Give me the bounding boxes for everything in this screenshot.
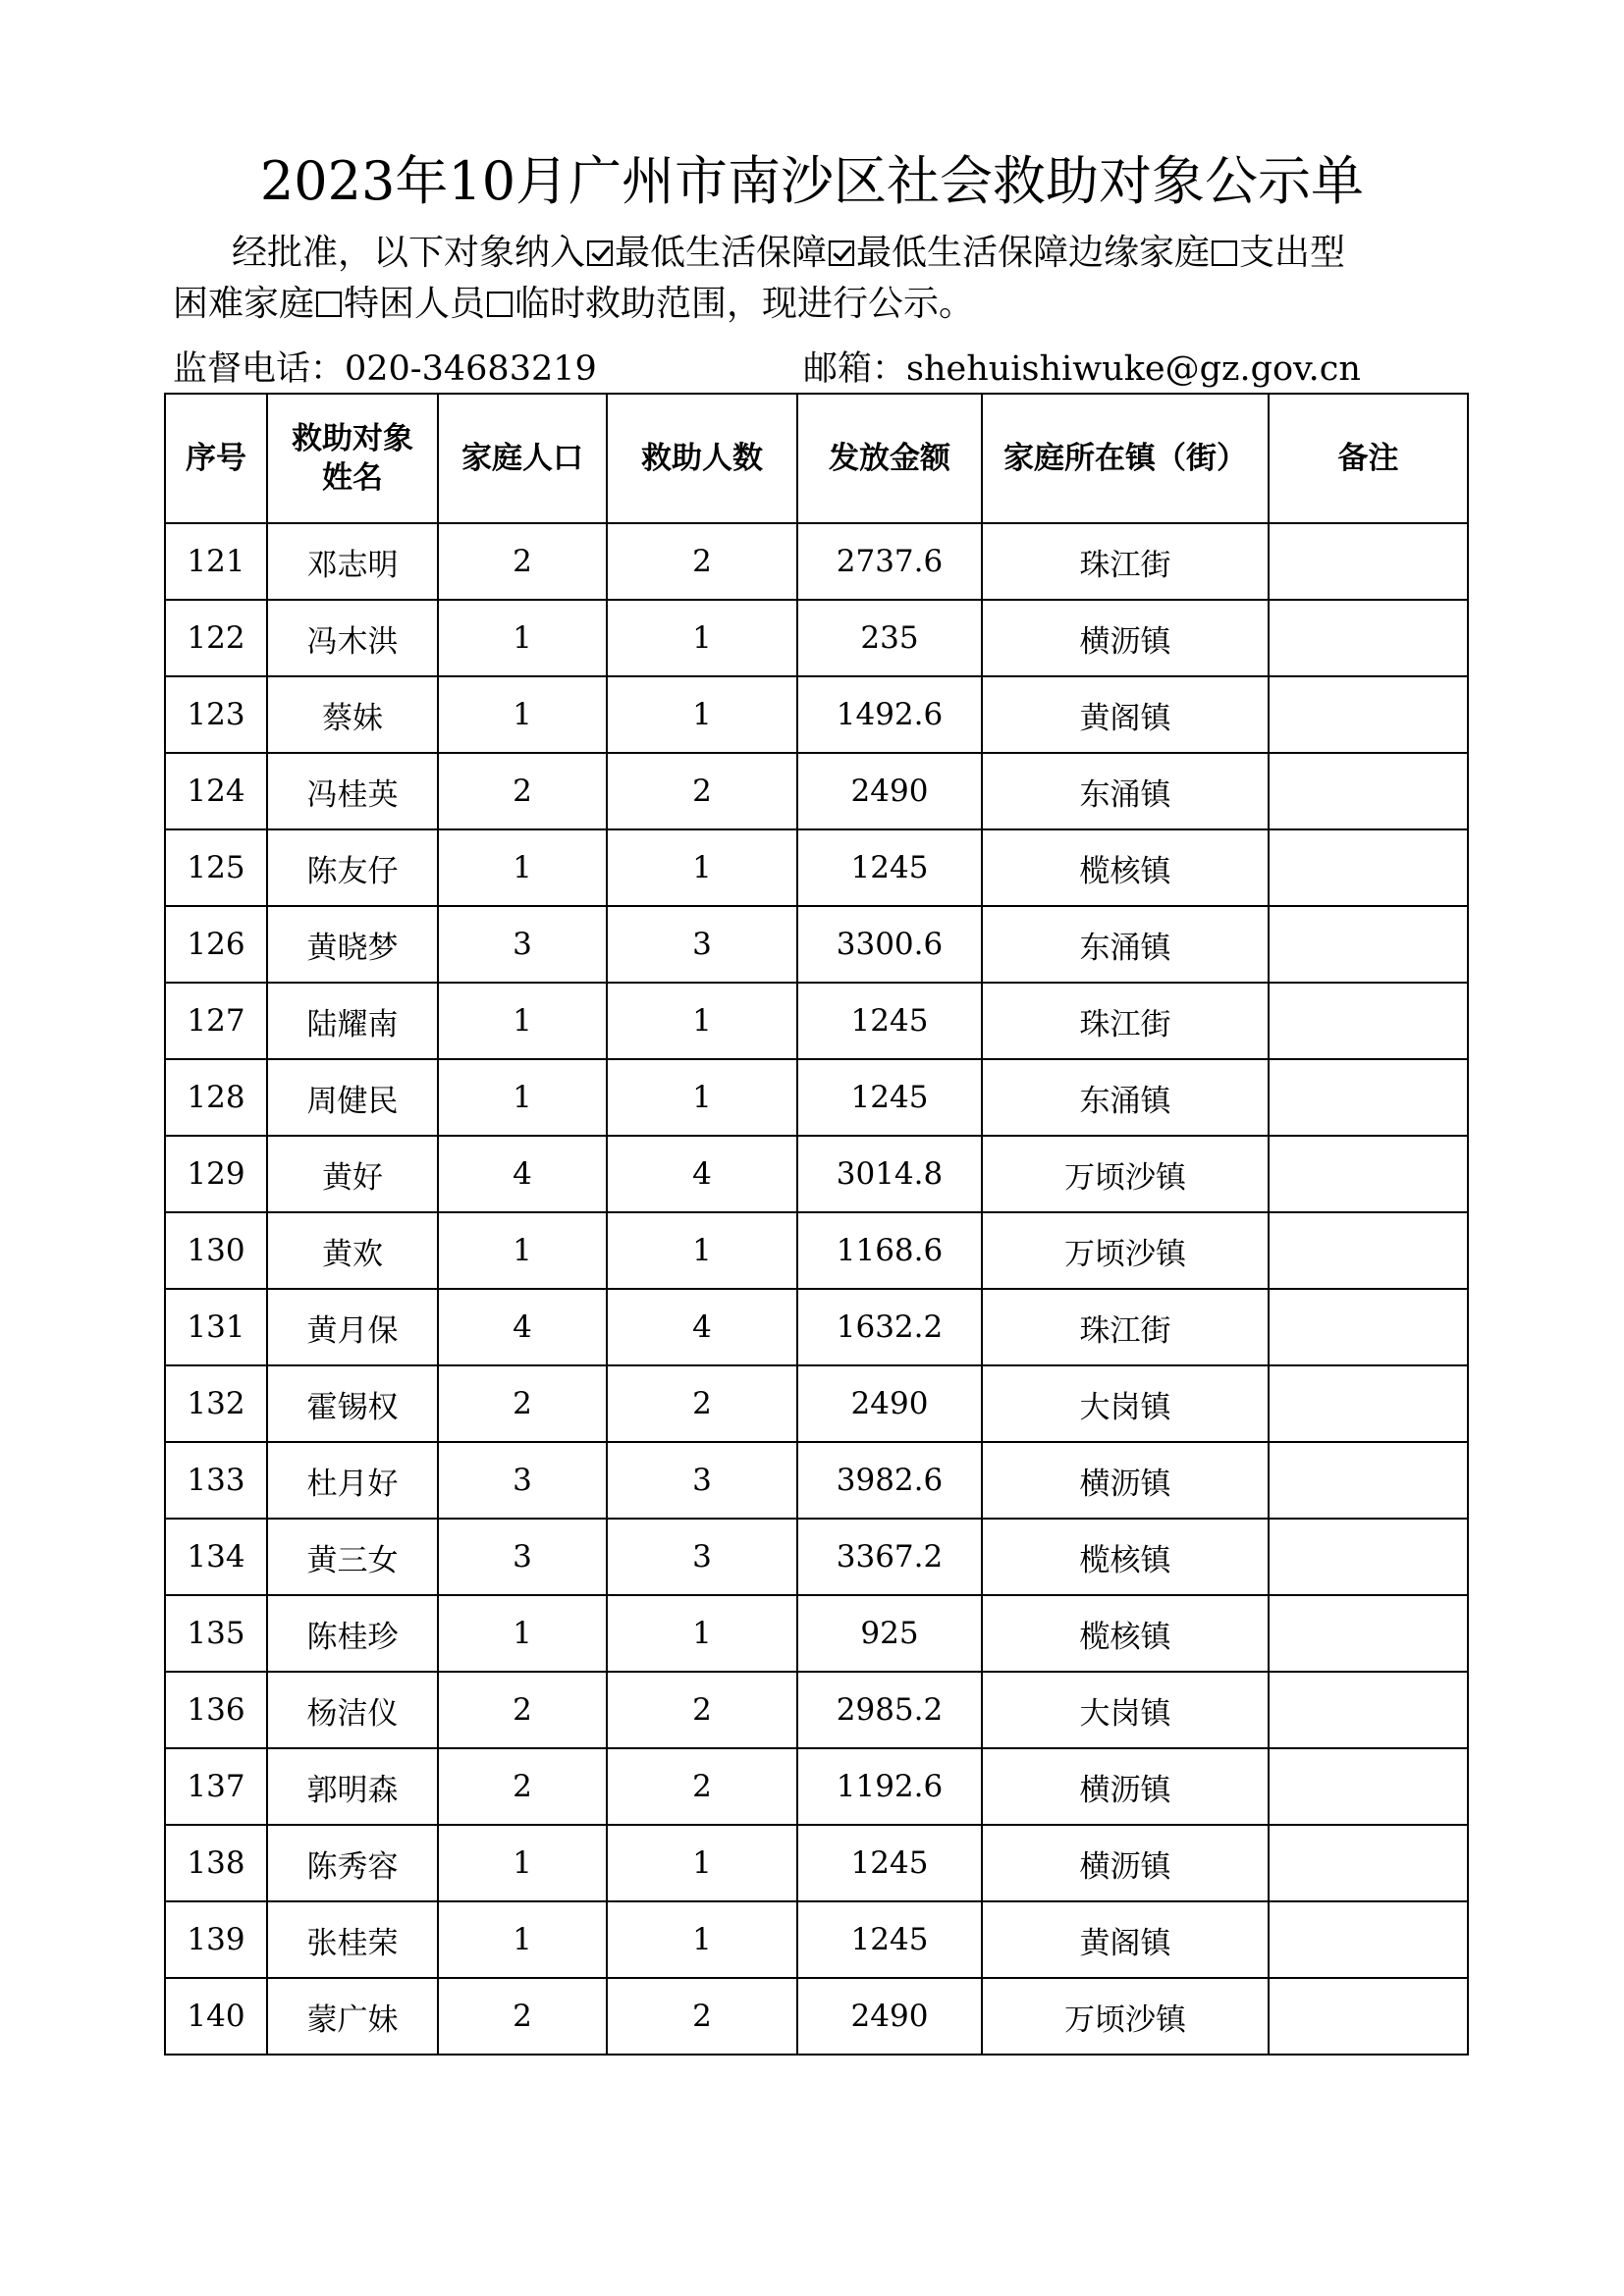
remark xyxy=(1269,676,1468,753)
table-row xyxy=(165,1978,1468,2055)
recipient-name: 陈秀容 xyxy=(267,1825,438,1901)
recipient-name: 蒙广妹 xyxy=(267,1978,438,2055)
town: 万顷沙镇 xyxy=(982,1212,1269,1289)
household-size: 2 xyxy=(438,523,607,600)
aided-count: 4 xyxy=(607,1289,797,1365)
recipient-name: 黄好 xyxy=(267,1136,438,1212)
amount: 1192.6 xyxy=(797,1748,982,1825)
amount: 235 xyxy=(797,600,982,676)
remark xyxy=(1269,753,1468,829)
recipient-name: 周健民 xyxy=(267,1059,438,1136)
aided-count: 1 xyxy=(607,1212,797,1289)
row-index: 134 xyxy=(165,1519,267,1595)
col-index-header: 序号 xyxy=(165,394,267,523)
table-row xyxy=(165,600,1468,676)
amount: 1168.6 xyxy=(797,1212,982,1289)
row-index: 140 xyxy=(165,1978,267,2055)
remark xyxy=(1269,829,1468,906)
table-row xyxy=(165,1059,1468,1136)
checkbox-icon xyxy=(587,240,613,266)
aided-count: 2 xyxy=(607,1672,797,1748)
col-household-size-header: 家庭人口 xyxy=(438,394,607,523)
remark xyxy=(1269,1519,1468,1595)
category-label: 支出型 xyxy=(1239,233,1346,273)
aided-count: 1 xyxy=(607,983,797,1059)
amount: 925 xyxy=(797,1595,982,1672)
household-size: 2 xyxy=(438,1978,607,2055)
town: 榄核镇 xyxy=(982,829,1269,906)
amount: 1245 xyxy=(797,1059,982,1136)
amount: 2490 xyxy=(797,1365,982,1442)
row-index: 135 xyxy=(165,1595,267,1672)
table-row xyxy=(165,983,1468,1059)
town: 榄核镇 xyxy=(982,1595,1269,1672)
aided-count: 2 xyxy=(607,1978,797,2055)
remark xyxy=(1269,1748,1468,1825)
town: 榄核镇 xyxy=(982,1519,1269,1595)
checkbox-icon xyxy=(1212,240,1237,266)
recipient-name: 杨洁仪 xyxy=(267,1672,438,1748)
row-index: 122 xyxy=(165,600,267,676)
intro-lead: 经批准，以下对象纳入 xyxy=(232,233,586,273)
aided-count: 1 xyxy=(607,1901,797,1978)
town: 大岗镇 xyxy=(982,1672,1269,1748)
remark xyxy=(1269,1672,1468,1748)
row-index: 133 xyxy=(165,1442,267,1519)
category-label: 临时救助范围，现进行公示。 xyxy=(514,284,975,324)
aided-count: 1 xyxy=(607,1059,797,1136)
row-index: 124 xyxy=(165,753,267,829)
contact-email: 邮箱：shehuishiwuke@gz.gov.cn xyxy=(803,349,1361,389)
recipient-name: 邓志明 xyxy=(267,523,438,600)
row-index: 121 xyxy=(165,523,267,600)
table-row xyxy=(165,1825,1468,1901)
row-index: 139 xyxy=(165,1901,267,1978)
amount: 1245 xyxy=(797,1901,982,1978)
remark xyxy=(1269,1136,1468,1212)
remark xyxy=(1269,1365,1468,1442)
recipient-name: 陈桂珍 xyxy=(267,1595,438,1672)
aided-count: 1 xyxy=(607,829,797,906)
town: 横沥镇 xyxy=(982,1825,1269,1901)
contact-line xyxy=(173,346,1361,393)
amount: 1492.6 xyxy=(797,676,982,753)
town: 大岗镇 xyxy=(982,1365,1269,1442)
remark xyxy=(1269,1289,1468,1365)
recipient-name: 黄晓梦 xyxy=(267,906,438,983)
col-remark-header: 备注 xyxy=(1269,394,1468,523)
table-row xyxy=(165,676,1468,753)
remark xyxy=(1269,1595,1468,1672)
amount: 1632.2 xyxy=(797,1289,982,1365)
amount: 1245 xyxy=(797,983,982,1059)
town: 横沥镇 xyxy=(982,600,1269,676)
household-size: 1 xyxy=(438,1212,607,1289)
table-row xyxy=(165,1365,1468,1442)
household-size: 3 xyxy=(438,1442,607,1519)
remark xyxy=(1269,1212,1468,1289)
amount: 2490 xyxy=(797,1978,982,2055)
recipient-name: 陆耀南 xyxy=(267,983,438,1059)
aided-count: 1 xyxy=(607,1595,797,1672)
table-row xyxy=(165,753,1468,829)
amount: 1245 xyxy=(797,829,982,906)
amount: 2985.2 xyxy=(797,1672,982,1748)
checkbox-icon xyxy=(487,292,513,317)
aided-count: 1 xyxy=(607,676,797,753)
row-index: 123 xyxy=(165,676,267,753)
town: 珠江街 xyxy=(982,523,1269,600)
table-row xyxy=(165,1519,1468,1595)
table-row xyxy=(165,1136,1468,1212)
remark xyxy=(1269,1978,1468,2055)
household-size: 1 xyxy=(438,676,607,753)
remark xyxy=(1269,1442,1468,1519)
row-index: 128 xyxy=(165,1059,267,1136)
household-size: 2 xyxy=(438,1672,607,1748)
row-index: 126 xyxy=(165,906,267,983)
amount: 3014.8 xyxy=(797,1136,982,1212)
recipient-table xyxy=(164,393,1469,2056)
row-index: 130 xyxy=(165,1212,267,1289)
table-row xyxy=(165,1212,1468,1289)
town: 黄阁镇 xyxy=(982,1901,1269,1978)
category-label: 特困人员 xyxy=(344,284,486,324)
remark xyxy=(1269,983,1468,1059)
recipient-name: 黄三女 xyxy=(267,1519,438,1595)
amount: 1245 xyxy=(797,1825,982,1901)
household-size: 3 xyxy=(438,906,607,983)
town: 万顷沙镇 xyxy=(982,1136,1269,1212)
remark xyxy=(1269,906,1468,983)
col-amount-header: 发放金额 xyxy=(797,394,982,523)
household-size: 2 xyxy=(438,1748,607,1825)
town: 黄阁镇 xyxy=(982,676,1269,753)
aided-count: 2 xyxy=(607,1365,797,1442)
town: 东涌镇 xyxy=(982,753,1269,829)
table-row xyxy=(165,906,1468,983)
recipient-name: 霍锡权 xyxy=(267,1365,438,1442)
aided-count: 1 xyxy=(607,1825,797,1901)
remark xyxy=(1269,1059,1468,1136)
aided-count: 3 xyxy=(607,1442,797,1519)
table-row xyxy=(165,1289,1468,1365)
recipient-name: 黄月保 xyxy=(267,1289,438,1365)
table-row xyxy=(165,523,1468,600)
household-size: 4 xyxy=(438,1136,607,1212)
row-index: 132 xyxy=(165,1365,267,1442)
intro-line-2 xyxy=(173,279,1479,330)
intro-line2-prefix: 困难家庭 xyxy=(173,284,315,324)
col-name-header: 救助对象 姓名 xyxy=(267,394,438,523)
row-index: 129 xyxy=(165,1136,267,1212)
intro-line-1 xyxy=(173,228,1479,279)
category-label: 最低生活保障 xyxy=(615,233,828,273)
town: 珠江街 xyxy=(982,1289,1269,1365)
household-size: 3 xyxy=(438,1519,607,1595)
household-size: 2 xyxy=(438,753,607,829)
recipient-name: 郭明森 xyxy=(267,1748,438,1825)
household-size: 1 xyxy=(438,1059,607,1136)
town: 横沥镇 xyxy=(982,1442,1269,1519)
checkbox-icon xyxy=(316,292,342,317)
row-index: 136 xyxy=(165,1672,267,1748)
household-size: 1 xyxy=(438,983,607,1059)
amount: 3982.6 xyxy=(797,1442,982,1519)
aided-count: 3 xyxy=(607,1519,797,1595)
recipient-name: 冯木洪 xyxy=(267,600,438,676)
town: 珠江街 xyxy=(982,983,1269,1059)
amount: 3367.2 xyxy=(797,1519,982,1595)
household-size: 4 xyxy=(438,1289,607,1365)
intro-paragraph xyxy=(173,228,1479,330)
town: 东涌镇 xyxy=(982,1059,1269,1136)
amount: 3300.6 xyxy=(797,906,982,983)
amount: 2490 xyxy=(797,753,982,829)
aided-count: 2 xyxy=(607,523,797,600)
category-label: 最低生活保障边缘家庭 xyxy=(856,233,1211,273)
page-title: 2023年10月广州市南沙区社会救助对象公示单 xyxy=(259,150,1365,212)
remark xyxy=(1269,1901,1468,1978)
remark xyxy=(1269,523,1468,600)
town: 万顷沙镇 xyxy=(982,1978,1269,2055)
table-row xyxy=(165,1595,1468,1672)
household-size: 1 xyxy=(438,1825,607,1901)
row-index: 131 xyxy=(165,1289,267,1365)
household-size: 2 xyxy=(438,1365,607,1442)
recipient-name: 张桂荣 xyxy=(267,1901,438,1978)
row-index: 138 xyxy=(165,1825,267,1901)
recipient-name: 陈友仔 xyxy=(267,829,438,906)
town: 横沥镇 xyxy=(982,1748,1269,1825)
aided-count: 2 xyxy=(607,1748,797,1825)
recipient-name: 冯桂英 xyxy=(267,753,438,829)
amount: 2737.6 xyxy=(797,523,982,600)
table-row xyxy=(165,1901,1468,1978)
row-index: 127 xyxy=(165,983,267,1059)
table-row xyxy=(165,1442,1468,1519)
supervision-phone: 监督电话：020-34683219 xyxy=(173,349,597,389)
household-size: 1 xyxy=(438,1901,607,1978)
recipient-name: 黄欢 xyxy=(267,1212,438,1289)
table-row xyxy=(165,1748,1468,1825)
col-town-header: 家庭所在镇（街） xyxy=(982,394,1269,523)
town: 东涌镇 xyxy=(982,906,1269,983)
household-size: 1 xyxy=(438,1595,607,1672)
aided-count: 3 xyxy=(607,906,797,983)
table-header-row xyxy=(165,394,1468,523)
row-index: 125 xyxy=(165,829,267,906)
remark xyxy=(1269,1825,1468,1901)
table-row xyxy=(165,1672,1468,1748)
checkbox-icon xyxy=(829,240,854,266)
aided-count: 4 xyxy=(607,1136,797,1212)
table-row xyxy=(165,829,1468,906)
recipient-name: 杜月好 xyxy=(267,1442,438,1519)
col-aided-count-header: 救助人数 xyxy=(607,394,797,523)
household-size: 1 xyxy=(438,600,607,676)
aided-count: 1 xyxy=(607,600,797,676)
recipient-name: 蔡妹 xyxy=(267,676,438,753)
household-size: 1 xyxy=(438,829,607,906)
row-index: 137 xyxy=(165,1748,267,1825)
table-body xyxy=(165,523,1468,2055)
aided-count: 2 xyxy=(607,753,797,829)
remark xyxy=(1269,600,1468,676)
